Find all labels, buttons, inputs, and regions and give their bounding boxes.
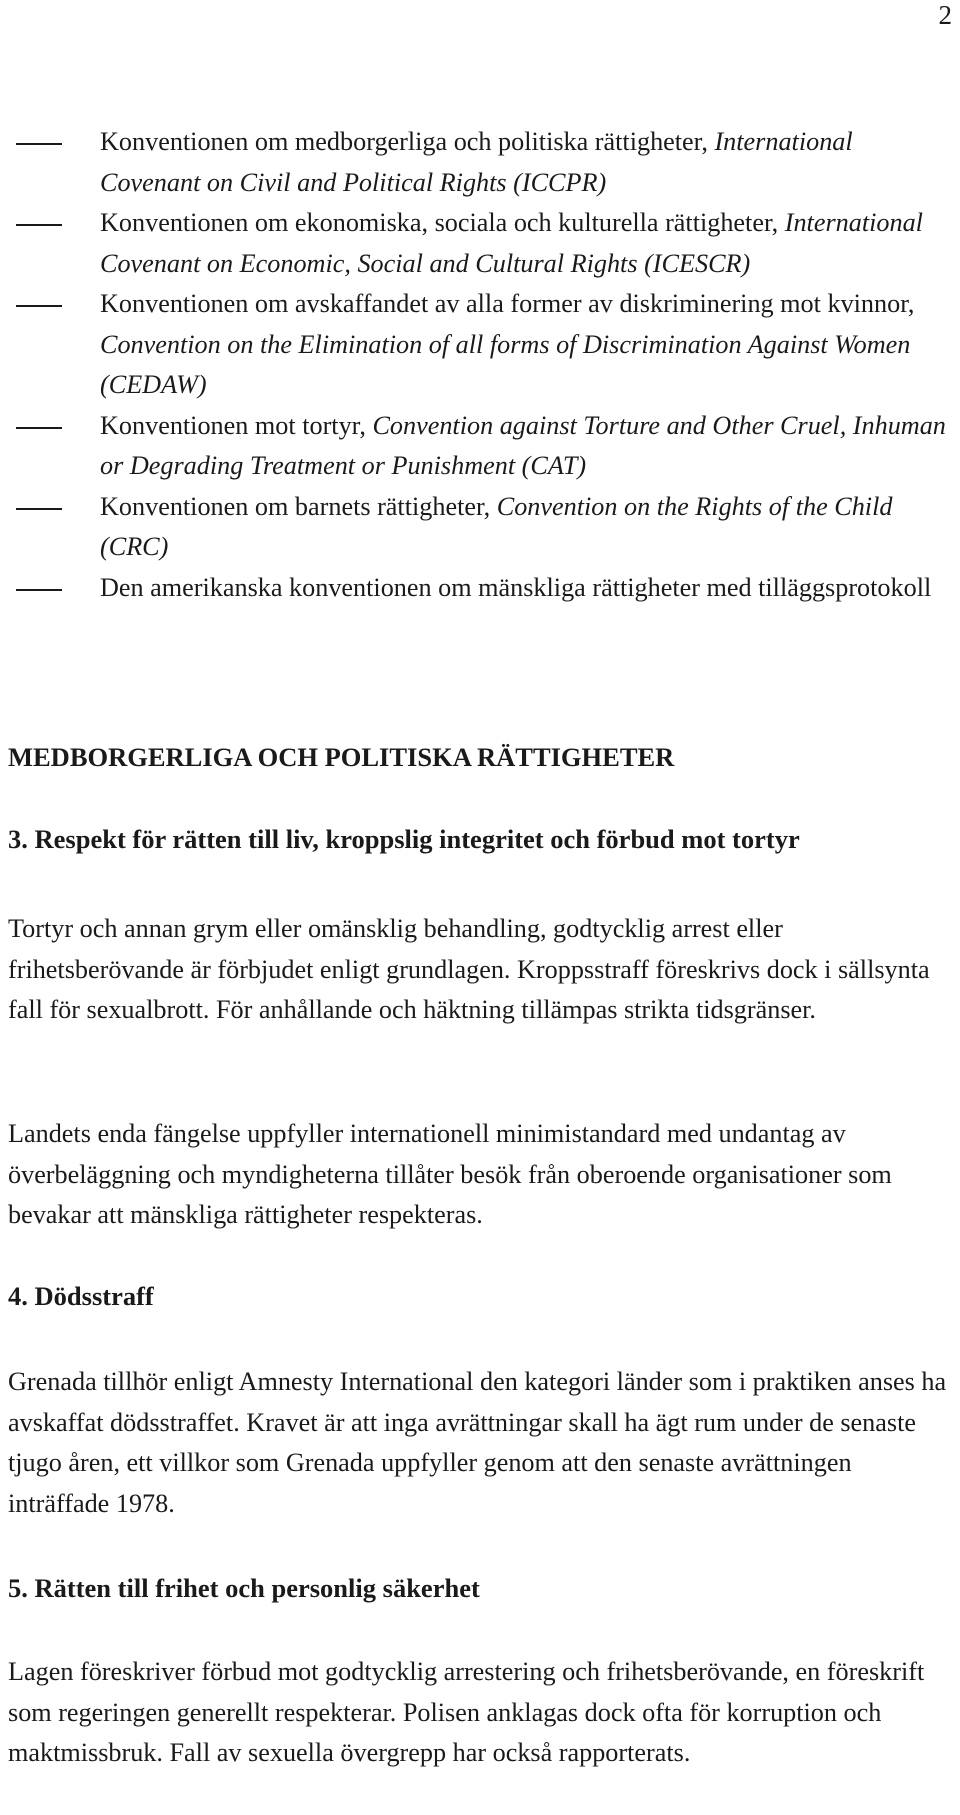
convention-english: Convention against Torture and Other Cruel, Inhuman or Degrading Treatment or Punishment (CAT) [100, 410, 946, 480]
list-item [8, 487, 948, 568]
list-item [8, 122, 948, 203]
convention-english: International Covenant on Economic, Social and Cultural Rights (ICESCR) [100, 208, 923, 278]
list-item [8, 406, 948, 487]
list-item [8, 203, 948, 284]
convention-swedish: Konventionen mot tortyr, [100, 410, 366, 440]
section-3-heading: 3. Respekt för rätten till liv, kroppslig integritet och förbud mot tortyr [8, 824, 800, 854]
section-3-paragraph-2: Landets enda fängelse uppfyller internationell minimistandard med undantag av överbeläggning och myndigheterna tillåter besök från oberoende organisationer som bevakar att mänskliga rättigheter respekteras. [8, 1119, 892, 1229]
convention-swedish: Den amerikanska konventionen om mänskliga rättigheter med tilläggsprotokoll [100, 572, 932, 602]
section-5-heading: 5. Rätten till frihet och personlig säkerhet [8, 1573, 480, 1603]
convention-english: Convention on the Rights of the Child (CRC) [100, 491, 893, 561]
list-item [8, 284, 948, 406]
convention-swedish: Konventionen om barnets rättigheter, [100, 491, 491, 521]
page-number: 2 [938, 0, 952, 30]
convention-swedish: Konventionen om avskaffandet av alla former av diskriminering mot kvinnor, [100, 289, 915, 318]
main-heading: MEDBORGERLIGA OCH POLITISKA RÄTTIGHETER [8, 742, 675, 772]
list-item [8, 568, 948, 609]
section-4-heading: 4. Dödsstraff [8, 1281, 154, 1311]
section-4-paragraph-1: Grenada tillhör enligt Amnesty International den kategori länder som i praktiken anses ha avskaffat dödsstraffet. Kravet är att inga avrättningar skall ha ägt rum under de senaste tjugo åren, ett villkor som Grenada uppfyller genom att den senaste avrättningen inträffade 1978. [8, 1367, 947, 1518]
conventions-list [8, 122, 948, 608]
convention-swedish: Konventionen om medborgerliga och politiska rättigheter, [100, 127, 708, 156]
section-3-paragraph-1: Tortyr och annan grym eller omänsklig behandling, godtycklig arrest eller frihetsberövande är förbjudet enligt grundlagen. Kroppsstraff föreskrivs dock i sällsynta fall för sexualbrott. För anhållande och häktning tillämpas strikta tidsgränser. [8, 914, 930, 1024]
section-5-paragraph-1: Lagen föreskriver förbud mot godtycklig arrestering och frihetsberövande, en föreskrift som regeringen generellt respekterar. Polisen anklagas dock ofta för korruption och maktmissbruk. Fall av sexuella övergrepp har också rapporterats. [8, 1657, 925, 1767]
convention-english: International Covenant on Civil and Political Rights (ICCPR) [100, 127, 853, 197]
convention-english: Convention on the Elimination of all forms of Discrimination Against Women (CEDAW) [100, 329, 911, 399]
convention-swedish: Konventionen om ekonomiska, sociala och kulturella rättigheter, [100, 208, 779, 237]
